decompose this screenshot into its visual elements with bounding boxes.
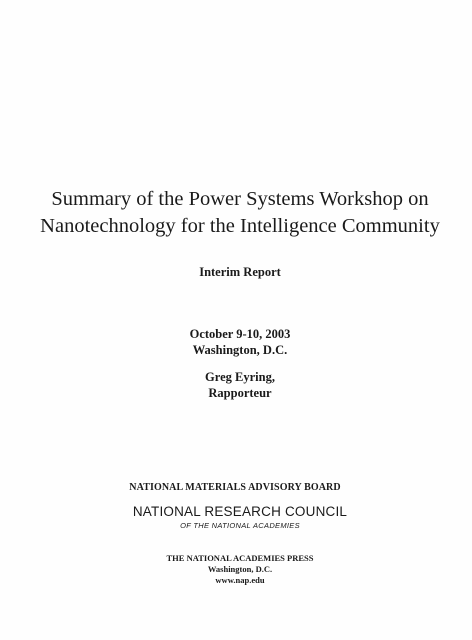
date-location-block [4,326,472,358]
document-subtitle: Interim Report [199,265,281,279]
council-logo-text: NATIONAL RESEARCH COUNCIL [132,504,348,519]
author-name: Greg Eyring, [205,370,275,384]
title-line-2: Nanotechnology for the Intelligence Community [40,215,440,237]
author-block [4,369,472,401]
title-line-1: Summary of the Power Systems Workshop on [51,188,429,210]
board-name: NATIONAL MATERIALS ADVISORY BOARD [129,482,341,493]
publisher-name: THE NATIONAL ACADEMIES PRESS [166,553,314,563]
author-role: Rapporteur [208,386,272,400]
workshop-date: October 9-10, 2003 [189,327,291,341]
document-title [4,186,472,240]
council-subtitle: OF THE NATIONAL ACADEMIES [180,521,300,530]
publisher-city: Washington, D.C. [207,564,273,574]
workshop-location: Washington, D.C. [192,343,288,357]
publisher-url: www.nap.edu [215,575,265,585]
